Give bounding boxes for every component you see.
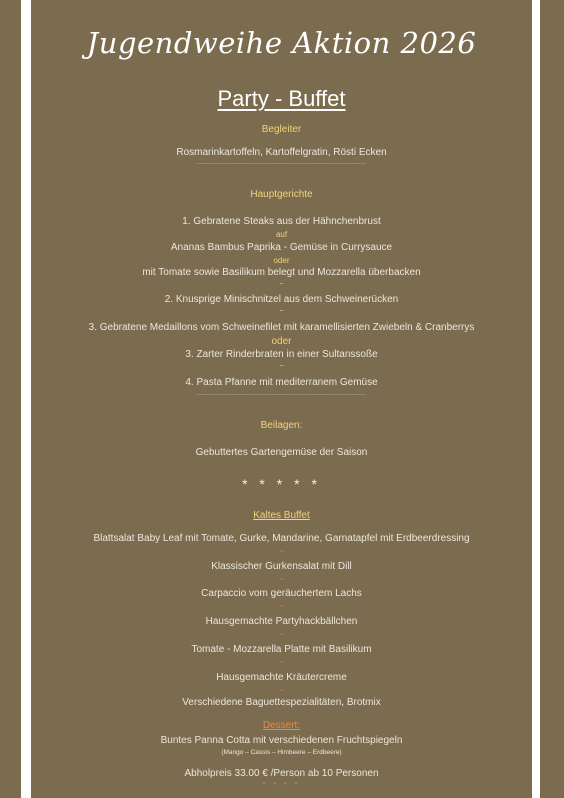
tilde-cold-4: ~ (279, 630, 284, 639)
menu-title: Jugendweihe Aktion 2026 (86, 26, 477, 60)
tilde-cold-2: ~ (279, 575, 284, 584)
tilde-1: ~ (279, 281, 284, 288)
tilde-cold-3: ~ (279, 602, 284, 611)
menu-panel (31, 0, 532, 798)
connector-oder-1: oder (273, 256, 290, 265)
main-item-2: 2. Knusprige Minischnitzel aus dem Schweinerücken (164, 294, 399, 305)
price-text: Abholpreis 33.00 € /Person ab 10 Personen (184, 768, 379, 779)
tilde-2: ~ (279, 308, 284, 315)
begleiter-separator: -------------------------------------------------------------------- (196, 161, 367, 167)
hauptgerichte-separator: -------------------------------------------------------------------- (196, 392, 367, 398)
cold-item-3: Carpaccio vom geräuchertem Lachs (201, 588, 362, 599)
main-item-1c: mit Tomate sowie Basilikum belegt und Mozzarella überbacken (142, 267, 421, 278)
main-item-4: 4. Pasta Pfanne mit mediterranem Gemüse (185, 377, 378, 388)
cold-item-7: Verschiedene Baguettespezialitäten, Brotmix (182, 697, 381, 708)
kaltes-buffet-heading: Kaltes Buffet (253, 510, 310, 521)
tilde-cold-1: ~ (279, 547, 284, 556)
beilagen-heading: Beilagen: (260, 420, 303, 431)
hauptgerichte-heading: Hauptgerichte (250, 189, 313, 200)
tilde-3: ~ (279, 363, 284, 370)
dessert-flavors: (Mango – Cassis – Himbeere – Erdbeere) (221, 749, 342, 756)
stars-divider: * * * * * (242, 476, 321, 492)
menu-subtitle: Party - Buffet (217, 86, 346, 111)
cold-item-2: Klassischer Gurkensalat mit Dill (211, 561, 352, 572)
main-item-1: 1. Gebratene Steaks aus der Hähnchenbrust (182, 216, 381, 227)
tilde-cold-5: ~ (279, 658, 284, 667)
cold-item-4: Hausgemachte Partyhackbällchen (205, 616, 358, 627)
connector-oder-2: oder (271, 336, 292, 347)
begleiter-heading: Begleiter (261, 124, 302, 135)
cold-item-6: Hausgemachte Kräutercreme (216, 672, 347, 683)
bottom-stars: * * * * (262, 782, 301, 789)
beilagen-text: Gebuttertes Gartengemüse der Saison (195, 447, 368, 458)
right-border-strip (540, 0, 564, 798)
connector-auf: auf (275, 230, 288, 239)
begleiter-text: Rosmarinkartoffeln, Kartoffelgratin, Rösti Ecken (176, 147, 387, 158)
main-item-1b: Ananas Bambus Paprika - Gemüse in Currysauce (170, 242, 393, 253)
dessert-heading: Dessert: (262, 720, 301, 731)
main-item-3b: 3. Zarter Rinderbraten in einer Sultanssoße (185, 349, 378, 360)
dessert-text: Buntes Panna Cotta mit verschiedenen Fruchtspiegeln (160, 735, 403, 746)
cold-item-5: Tomate - Mozzarella Platte mit Basilikum (191, 644, 372, 655)
cold-item-1: Blattsalat Baby Leaf mit Tomate, Gurke, Mandarine, Garnatapfel mit Erdbeerdressing (93, 533, 470, 544)
tilde-cold-6: ~ (279, 686, 284, 695)
main-item-3: 3. Gebratene Medaillons vom Schweinefilet mit karamellisierten Zwiebeln & Cranberrys (88, 322, 475, 333)
left-border-strip (0, 0, 21, 798)
